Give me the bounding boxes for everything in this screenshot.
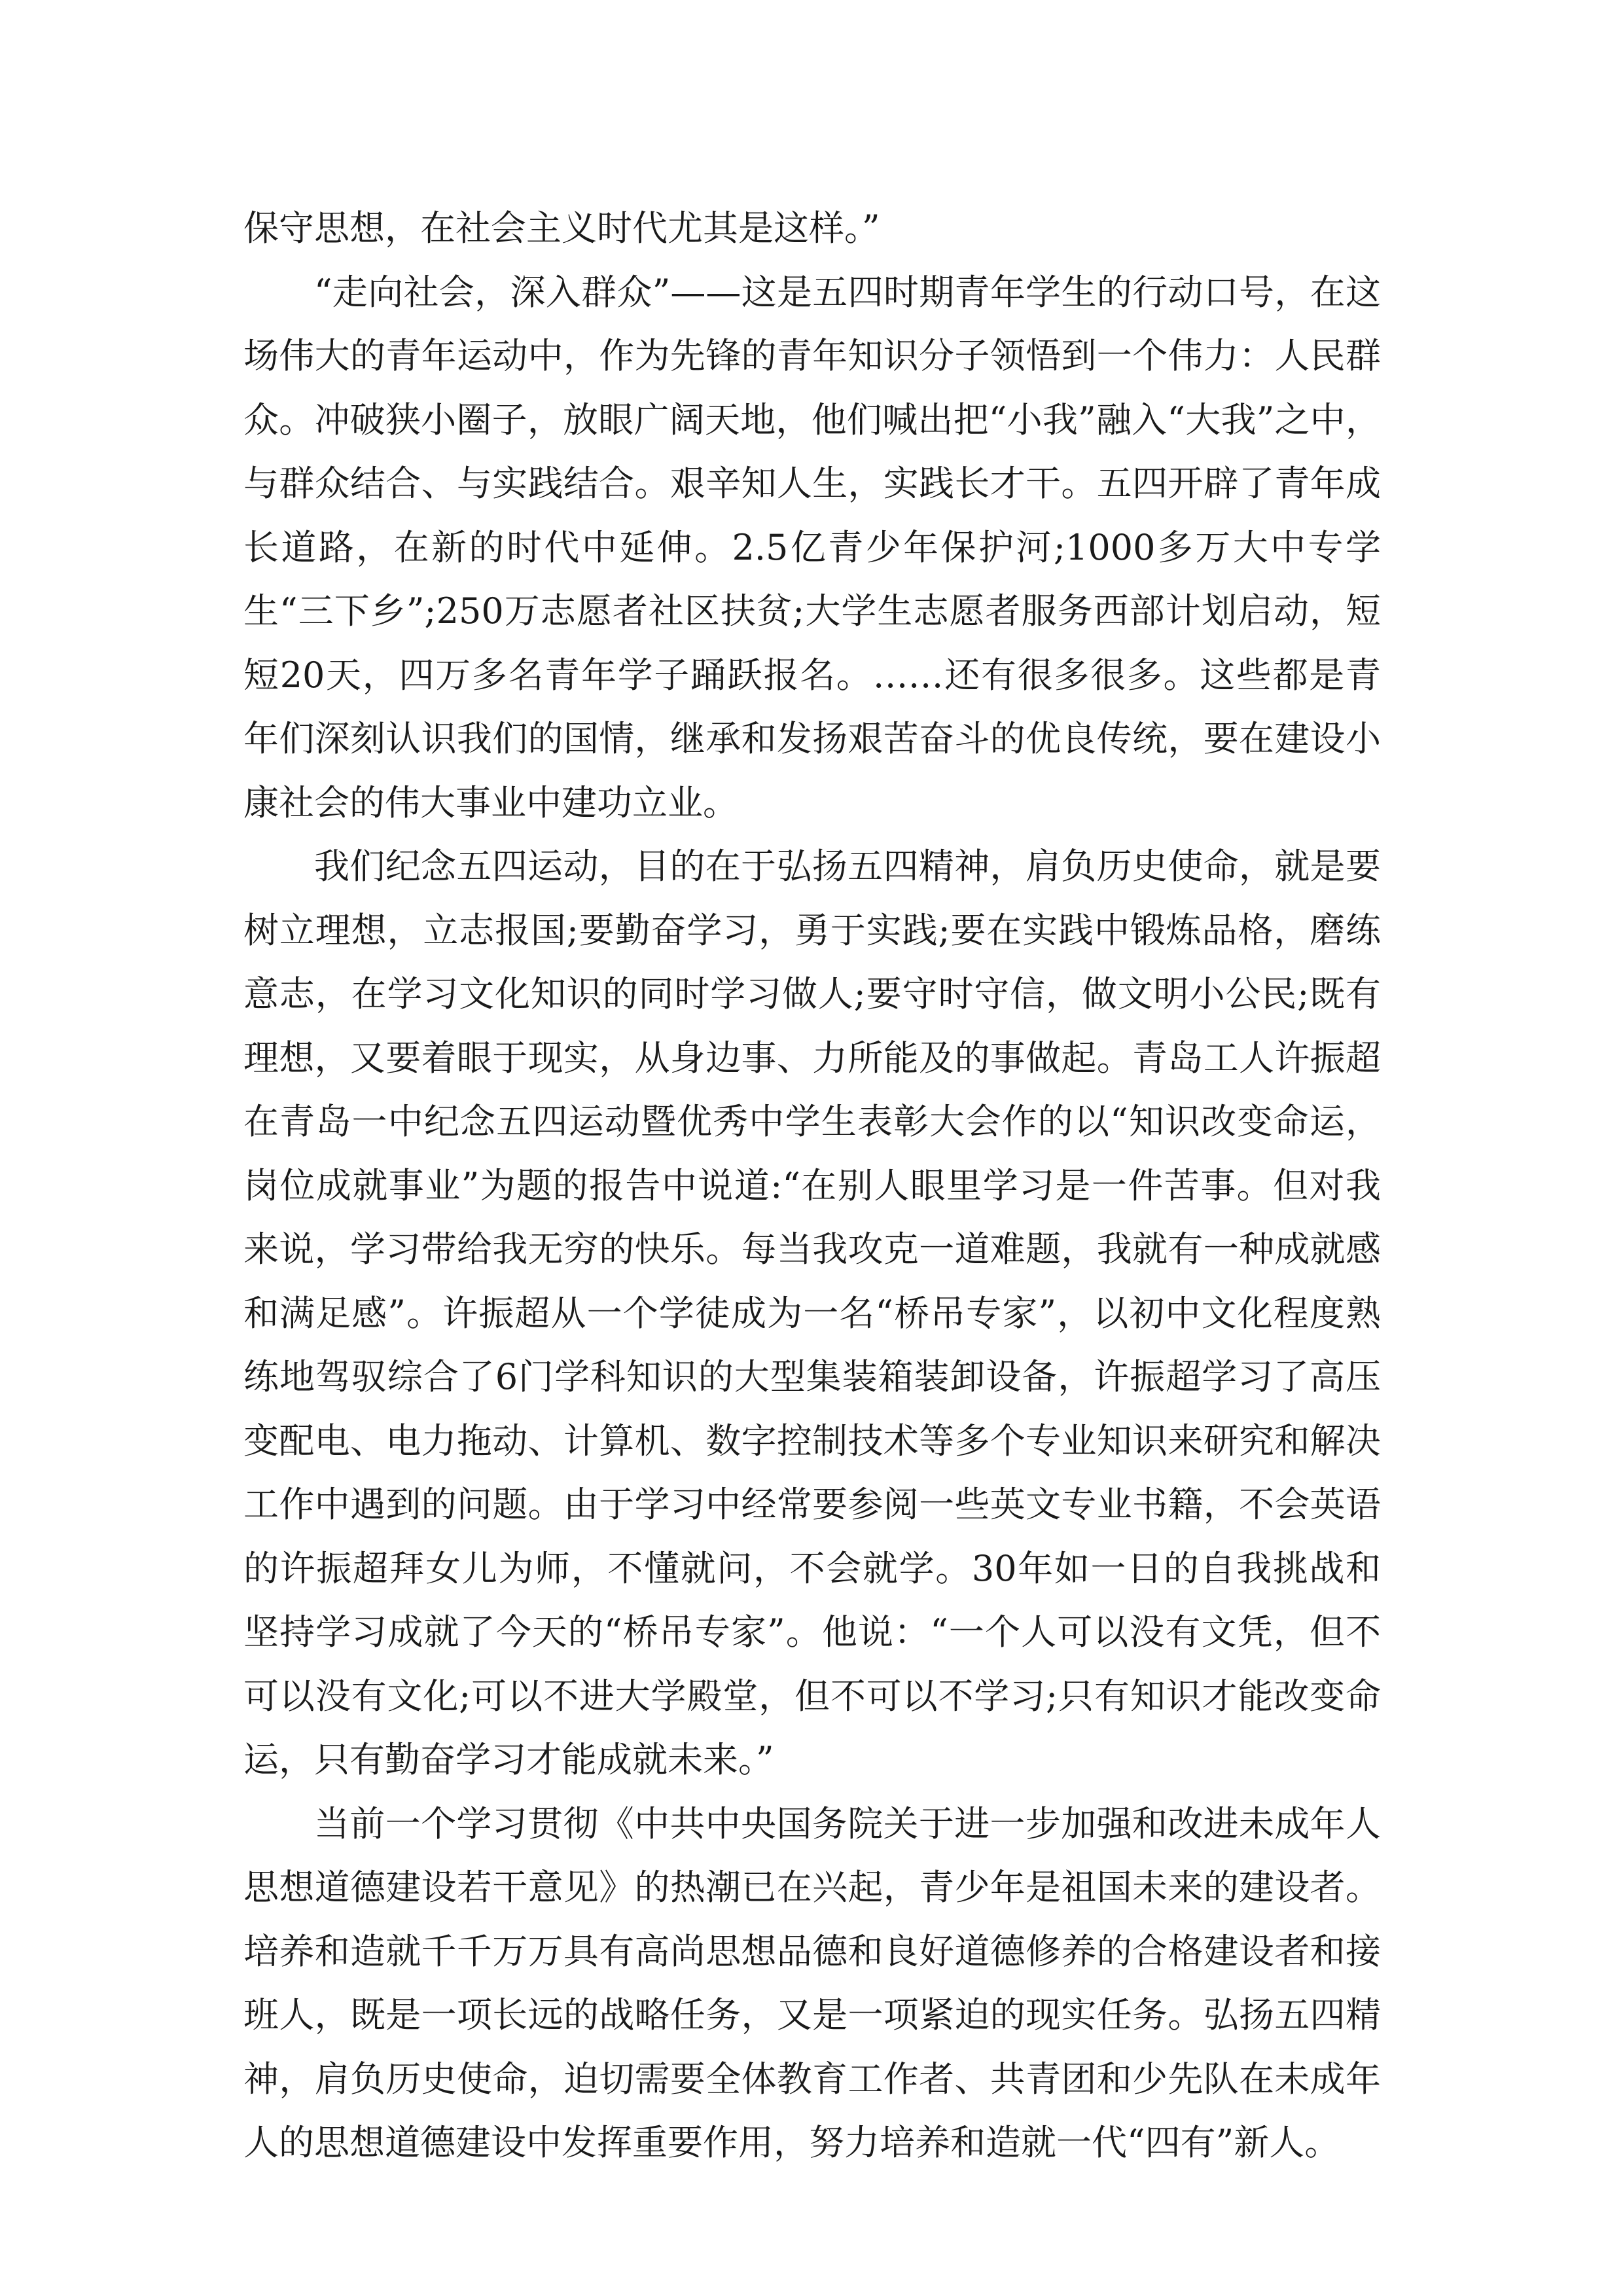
- document-body: [243, 196, 1381, 2175]
- paragraph-commemoration: 我们纪念五四运动，目的在于弘扬五四精神，肩负历史使命，就是要树立理想，立志报国;要勤奋学习，勇于实践;要在实践中锻炼品格，磨练意志，在学习文化知识的同时学习做人;要守时守信，做文明小公民;既有理想，又要着眼于现实，从身边事、力所能及的事做起。青岛工人许振超在青岛一中纪念五四运动暨优秀中学生表彰大会作的以“知识改变命运，岗位成就事业”为题的报告中说道:“在别人眼里学习是一件苦事。但对我来说，学习带给我无穷的快乐。每当我攻克一道难题，我就有一种成就感和满足感”。许振超从一个学徒成为一名“桥吊专家”，以初中文化程度熟练地驾驭综合了6门学科知识的大型集装箱装卸设备，许振超学习了高压变配电、电力拖动、计算机、数字控制技术等多个专业知识来研究和解决工作中遇到的问题。由于学习中经常要参阅一些英文专业书籍，不会英语的许振超拜女儿为师，不懂就问，不会就学。30年如一日的自我挑战和坚持学习成就了今天的“桥吊专家”。他说：“一个人可以没有文凭，但不可以没有文化;可以不进大学殿堂，但不可以不学习;只有知识才能改变命运，只有勤奋学习才能成就未来。”: [243, 846, 1381, 1780]
- paragraph-moral-education: 当前一个学习贯彻《中共中央国务院关于进一步加强和改进未成年人思想道德建设若干意见》的热潮已在兴起，青少年是祖国未来的建设者。培养和造就千千万万具有高尚思想品德和良好道德修养的合格建设者和接班人，既是一项长远的战略任务，又是一项紧迫的现实任务。弘扬五四精神，肩负历史使命，迫切需要全体教育工作者、共青团和少先队在未成年人的思想道德建设中发挥重要作用，努力培养和造就一代“四有”新人。: [243, 1803, 1381, 2163]
- paragraph-continuation: 保守思想，在社会主义时代尤其是这样。”: [243, 207, 880, 249]
- paragraph-youth-movement: “走向社会，深入群众”——这是五四时期青年学生的行动口号，在这场伟大的青年运动中，作为先锋的青年知识分子领悟到一个伟力：人民群众。冲破狭小圈子，放眼广阔天地，他们喊出把“小我”融入“大我”之中，与群众结合、与实践结合。艰辛知人生，实践长才干。五四开辟了青年成长道路，在新的时代中延伸。2.5亿青少年保护河;1000多万大中专学生“三下乡”;250万志愿者社区扶贫;大学生志愿者服务西部计划启动，短短20天，四万多名青年学子踊跃报名。……还有很多很多。这些都是青年们深刻认识我们的国情，继承和发扬艰苦奋斗的优良传统，要在建设小康社会的伟大事业中建功立业。: [243, 271, 1381, 823]
